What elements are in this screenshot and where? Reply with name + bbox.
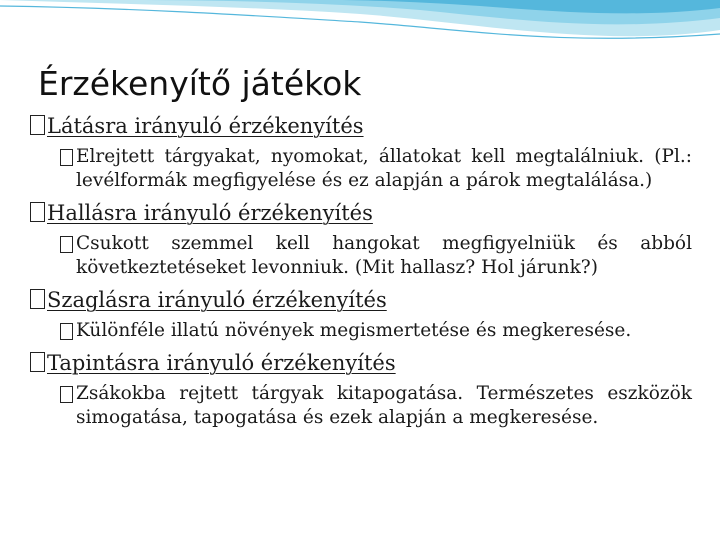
list-item: [60, 232, 692, 280]
list-item-text: Csukott szemmel kell hangokat megfigyelniük és abból következtetéseket levonniuk. (Mit hallasz? Hol járunk?): [76, 233, 692, 278]
missing-glyph-bullet-icon: [60, 236, 73, 253]
list-item: [60, 319, 692, 343]
section-heading-text: Hallásra irányuló érzékenyítés: [47, 201, 373, 225]
missing-glyph-bullet-icon: [60, 386, 73, 403]
missing-glyph-bullet-icon: [30, 352, 45, 372]
list-item: [60, 145, 692, 193]
list-item-text: Elrejtett tárgyakat, nyomokat, állatokat kell megtalálniuk. (Pl.: levélformák megfigyelése és ez alapján a párok megtalálása.): [76, 146, 692, 191]
section-heading-sight: [30, 113, 692, 139]
slide-title: Érzékenyítő játékok: [38, 64, 362, 103]
slide-body: [30, 113, 692, 430]
section-heading-hearing: [30, 200, 692, 226]
list-item-text: Zsákokba rejtett tárgyak kitapogatása. Természetes eszközök simogatása, tapogatása és ezek alapján a megkeresése.: [76, 383, 692, 428]
missing-glyph-bullet-icon: [30, 202, 45, 222]
missing-glyph-bullet-icon: [30, 115, 45, 135]
missing-glyph-bullet-icon: [60, 149, 73, 166]
section-heading-text: Tapintásra irányuló érzékenyítés: [47, 351, 396, 375]
section-heading-text: Látásra irányuló érzékenyítés: [47, 114, 364, 138]
section-heading-smell: [30, 287, 692, 313]
section-heading-text: Szaglásra irányuló érzékenyítés: [47, 288, 387, 312]
missing-glyph-bullet-icon: [60, 323, 73, 340]
list-item: [60, 382, 692, 430]
list-item-text: Különféle illatú növények megismertetése és megkeresése.: [76, 320, 632, 341]
missing-glyph-bullet-icon: [30, 289, 45, 309]
section-heading-touch: [30, 350, 692, 376]
